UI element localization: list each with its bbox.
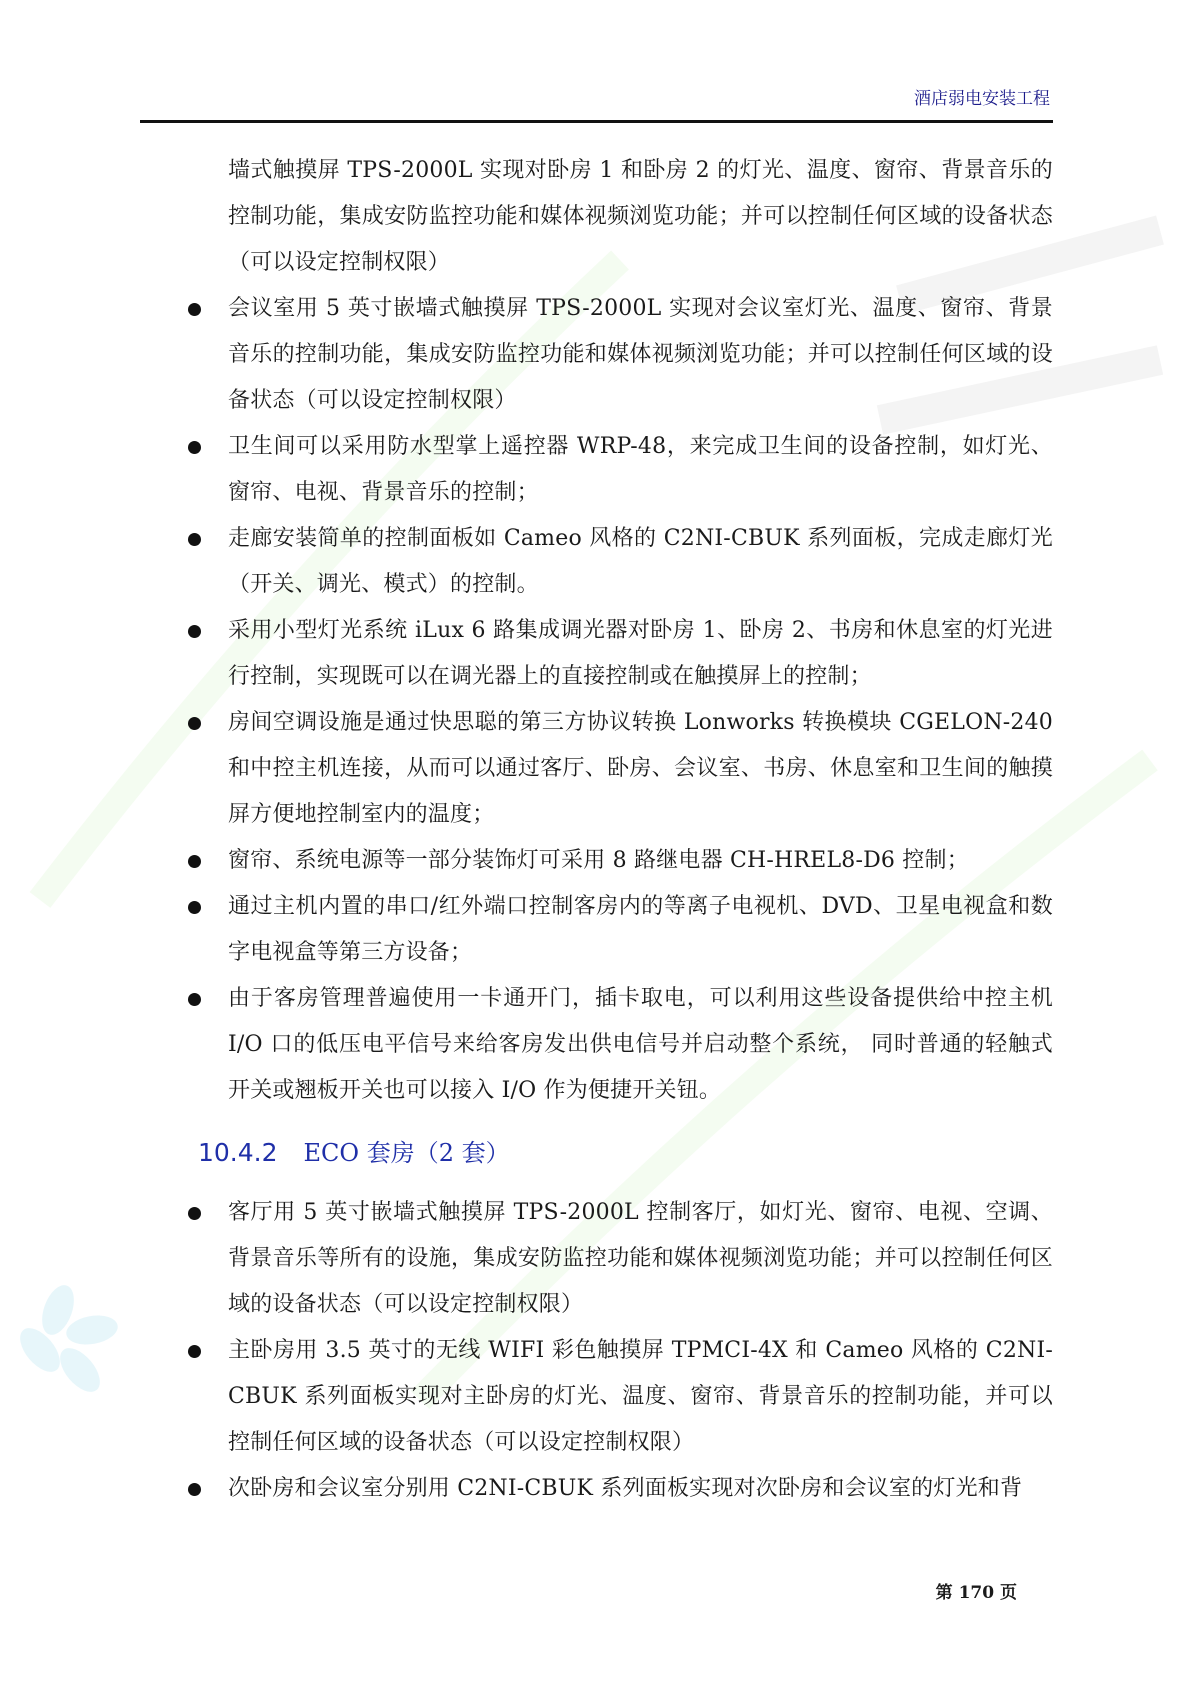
bullet-icon	[188, 303, 201, 316]
section-number: 10.4.2	[198, 1138, 278, 1167]
section-title: ECO 套房（2 套）	[303, 1139, 510, 1167]
list-item	[140, 516, 1053, 608]
list-item	[140, 884, 1053, 976]
bullet-icon	[188, 717, 201, 730]
bullet-icon	[188, 533, 201, 546]
list-item	[140, 608, 1053, 700]
header-rule	[140, 120, 1053, 123]
list-item-text: 通过主机内置的串口/红外端口控制客房内的等离子电视机、DVD、卫星电视盒和数字电视盒等第三方设备；	[228, 894, 1053, 965]
document-body	[140, 148, 1053, 1512]
header-title: 酒店弱电安装工程	[914, 89, 1050, 109]
list-item-text: 采用小型灯光系统 iLux 6 路集成调光器对卧房 1、卧房 2、书房和休息室的灯光进行控制，实现既可以在调光器上的直接控制或在触摸屏上的控制；	[228, 618, 1053, 689]
section-heading	[198, 1130, 1053, 1176]
list-item-text: 客厅用 5 英寸嵌墙式触摸屏 TPS-2000L 控制客厅，如灯光、窗帘、电视、空调、背景音乐等所有的设施，集成安防监控功能和媒体视频浏览功能；并可以控制任何区域的设备状态（可以设定控制权限）	[228, 1200, 1053, 1317]
list-item	[140, 1466, 1053, 1512]
bullet-icon	[188, 625, 201, 638]
list-item	[140, 976, 1053, 1114]
list-item-text: 主卧房用 3.5 英寸的无线 WIFI 彩色触摸屏 TPMCI-4X 和 Cameo 风格的 C2NI-CBUK 系列面板实现对主卧房的灯光、温度、窗帘、背景音乐的控制功能，并可以控制任何区域的设备状态（可以设定控制权限）	[228, 1338, 1053, 1455]
list-item	[140, 700, 1053, 838]
list-item-text: 走廊安装简单的控制面板如 Cameo 风格的 C2NI-CBUK 系列面板，完成走廊灯光（开关、调光、模式）的控制。	[228, 526, 1053, 597]
list-item	[140, 424, 1053, 516]
list-item-text: 次卧房和会议室分别用 C2NI-CBUK 系列面板实现对次卧房和会议室的灯光和背	[228, 1476, 1023, 1501]
list-item	[140, 838, 1053, 884]
list-item	[140, 286, 1053, 424]
list-item	[140, 1328, 1053, 1466]
list-item-text: 由于客房管理普遍使用一卡通开门，插卡取电，可以利用这些设备提供给中控主机 I/O 口的低压电平信号来给客房发出供电信号并启动整个系统， 同时普通的轻触式开关或翘板开关也可以接入 I/O 作为便捷开关钮。	[228, 986, 1053, 1103]
list-item-text: 卫生间可以采用防水型掌上遥控器 WRP-48，来完成卫生间的设备控制，如灯光、窗帘、电视、背景音乐的控制；	[228, 434, 1053, 505]
bullet-icon	[188, 993, 201, 1006]
bullet-icon	[188, 1345, 201, 1358]
bullet-icon	[188, 901, 201, 914]
bullet-icon	[188, 855, 201, 868]
list-item-text: 会议室用 5 英寸嵌墙式触摸屏 TPS-2000L 实现对会议室灯光、温度、窗帘、背景音乐的控制功能，集成安防监控功能和媒体视频浏览功能；并可以控制任何区域的设备状态（可以设定控制权限）	[228, 296, 1053, 413]
bullet-list-b	[140, 1190, 1053, 1512]
watermark-flower-icon	[13, 1281, 120, 1399]
bullet-icon	[188, 441, 201, 454]
list-item	[140, 1190, 1053, 1328]
bullet-icon	[188, 1207, 201, 1220]
bullet-list-a	[140, 286, 1053, 1114]
bullet-icon	[188, 1483, 201, 1496]
list-item-text: 房间空调设施是通过快思聪的第三方协议转换 Lonworks 转换模块 CGELON-240 和中控主机连接，从而可以通过客厅、卧房、会议室、书房、休息室和卫生间的触摸屏方便地控制室内的温度；	[228, 710, 1053, 827]
intro-paragraph: 墙式触摸屏 TPS-2000L 实现对卧房 1 和卧房 2 的灯光、温度、窗帘、背景音乐的控制功能，集成安防监控功能和媒体视频浏览功能；并可以控制任何区域的设备状态（可以设定控制权限）	[228, 158, 1053, 275]
list-item-text: 窗帘、系统电源等一部分装饰灯可采用 8 路继电器 CH-HREL8-D6 控制；	[228, 848, 969, 873]
page-number: 第 170 页	[935, 1583, 1017, 1603]
